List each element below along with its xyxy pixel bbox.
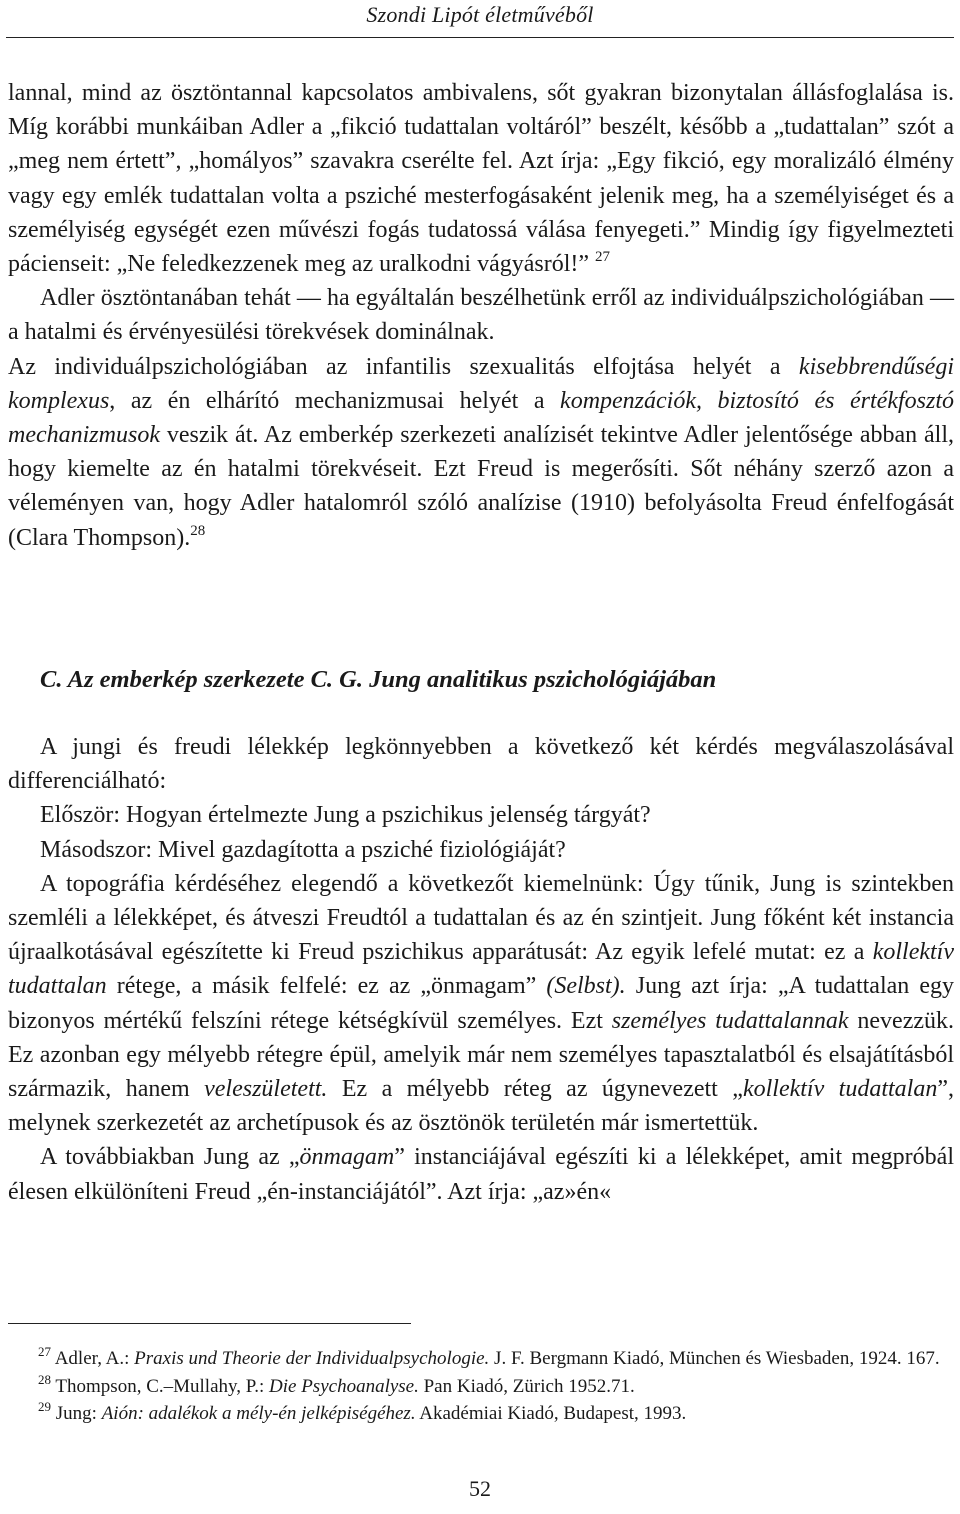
footnote-title: Die Psychoanalyse. bbox=[269, 1375, 419, 1397]
paragraph-3-text-a: Az individuálpszichológiában az infantilis szexualitás elfojtása helyét a bbox=[8, 353, 799, 380]
paragraph-7-text-a: A topográfia kérdéséhez elegendő a következőt kiemelnünk: Úgy tűnik, Jung is szintekben szemléli a lélekképet, és átveszi Freudtól a tudattalan és az én szintjeit. Jung főként két instancia újraalkotásával egészítette ki Freud pszichikus apparátusát: Az egyik lefelé mutat: ez a bbox=[8, 870, 954, 966]
paragraph-7-emphasis-e: kollektív tudattalan bbox=[742, 1076, 938, 1103]
footnote-28 bbox=[8, 1373, 954, 1401]
paragraph-8-text-a: A továbbiakban Jung az „ bbox=[40, 1144, 300, 1171]
paragraph-5 bbox=[8, 798, 954, 832]
paragraph-8-emphasis-a: önmagam bbox=[299, 1144, 395, 1171]
header-rule bbox=[6, 37, 954, 38]
running-header: Szondi Lipót életművéből bbox=[366, 2, 594, 27]
page-number: 52 bbox=[469, 1476, 491, 1501]
paragraph-3-text-c: veszik át. Az emberkép szerkezeti analízisét tekintve Adler jelentősége abban áll, hogy kiemelte az én hatalmi törekvéseit. Ezt Freud is megerősíti. Sőt néhány szerző azon a véleményen van, hogy Adler hatalomról szóló analízise (1910) befolyásolta Freud énfelfogását (Clara Thompson). bbox=[8, 422, 954, 551]
footnote-ref-27[interactable]: 27 bbox=[595, 249, 611, 266]
paragraph-7-text-f: ”, melynek szerkezetét az archetípusok és az ösztönök területén már ismertettük. bbox=[8, 1076, 954, 1137]
footnotes bbox=[8, 1345, 954, 1428]
paragraph-7-text-d: nevezzük. Ez azonban egy mélyebb rétegre épül, amelyik már nem személyes tapasztalatból és elsajátításból származik, hanem bbox=[8, 1007, 955, 1103]
body-text-top bbox=[8, 76, 954, 555]
paragraph-3 bbox=[8, 350, 954, 555]
footnote-ref-28[interactable]: 28 bbox=[190, 522, 206, 539]
footnote-title: Praxis und Theorie der Individualpsychologie. bbox=[134, 1348, 490, 1369]
paragraph-7-emphasis-c: személyes tudattalannak bbox=[611, 1007, 849, 1034]
footnote-publisher: Akadémiai Kiadó, Budapest, 1993. bbox=[415, 1403, 687, 1424]
paragraph-7 bbox=[8, 867, 954, 1141]
footnote-publisher: Pan Kiadó, Zürich 1952.71. bbox=[418, 1375, 635, 1397]
paragraph-8-text-b: ” instanciájával egészíti ki a lélekképet, amit megpróbál élesen elkülöníteni Freud „én-instanciájától”. Azt írja: „az»én« bbox=[8, 1144, 954, 1205]
paragraph-7-text-b: rétege, a másik felfelé: ez az „önmagam” bbox=[106, 973, 547, 1000]
paragraph-5-text: Először: Hogyan értelmezte Jung a pszichikus jelenség tárgyát? bbox=[40, 802, 651, 829]
paragraph-6-text: Másodszor: Mivel gazdagította a psziché fiziológiáját? bbox=[40, 836, 566, 863]
footnote-number: 29 bbox=[38, 1399, 51, 1414]
paragraph-1-text: lannal, mind az ösztöntannal kapcsolatos ambivalens, sőt gyakran bizonytalan állásfoglalása is. Míg korábbi munkáiban Adler a „fikció tudattalan voltáról” beszélt, később a „tudattalan” szót a „meg nem értett”, „homályos” szavakra cserélte fel. Azt írja: „Egy fikció, egy moralizáló élmény vagy egy emlék tudattalan volta a psziché mesterfogásaként jelenik meg, ha a személyiséget és a személyiség egységét ezen művészi fogás tudatossá válása fenyegeti.” Mindig így figyelmezteti pácienseit: „Ne feledkezzenek meg az uralkodni vágyásról!” bbox=[8, 80, 954, 278]
paragraph-7-text-e: Ez a mélyebb réteg az úgynevezett „ bbox=[327, 1076, 743, 1103]
paragraph-7-emphasis-b: (Selbst). bbox=[546, 973, 626, 1000]
footnote-author: Jung: bbox=[55, 1403, 102, 1424]
footnote-title: Aión: adalékok a mély-én jelképiségéhez. bbox=[101, 1403, 416, 1424]
footnote-publisher: J. F. Bergmann Kiadó, München és Wiesbaden, 1924. 167. bbox=[489, 1348, 940, 1369]
footnote-rule bbox=[8, 1323, 411, 1324]
footnote-author: Thompson, C.–Mullahy, P.: bbox=[55, 1375, 270, 1397]
paragraph-7-text-c: Jung azt írja: „A tudattalan egy bizonyos mértékű felszíni rétege kétségkívül személyes. Ezt bbox=[8, 973, 954, 1034]
paragraph-3-emphasis-a: kisebbrendűségi komplexus bbox=[8, 353, 954, 414]
paragraph-4 bbox=[8, 730, 954, 798]
footnote-29 bbox=[8, 1400, 954, 1428]
footnote-number: 28 bbox=[38, 1371, 51, 1387]
section-heading: C. Az emberkép szerkezete C. G. Jung analitikus pszichológiájában bbox=[40, 666, 717, 693]
paragraph-8 bbox=[8, 1140, 954, 1208]
paragraph-1 bbox=[8, 76, 954, 281]
paragraph-4-text: A jungi és freudi lélekkép legkönnyebben a következő két kérdés megválaszolásával differenciálható: bbox=[8, 734, 954, 795]
footnote-27 bbox=[8, 1345, 954, 1373]
paragraph-3-emphasis-b: kompenzációk, biztosító és értékfosztó mechanizmusok bbox=[8, 387, 954, 449]
footnote-author: Adler, A.: bbox=[54, 1348, 135, 1369]
footnote-number: 27 bbox=[38, 1344, 51, 1359]
paragraph-6 bbox=[8, 833, 954, 867]
paragraph-7-emphasis-a: kollektív tudattalan bbox=[8, 939, 954, 1000]
paragraph-2 bbox=[8, 281, 954, 349]
paragraph-2-text: Adler ösztöntanában tehát — ha egyáltalán beszélhetünk erről az individuálpszichológiában — a hatalmi és érvényesülési törekvések dominálnak. bbox=[8, 285, 954, 346]
paragraph-7-emphasis-d: veleszületett. bbox=[204, 1076, 328, 1103]
paragraph-3-text-b: , az én elhárító mechanizmusai helyét a bbox=[109, 387, 561, 414]
body-text-bottom bbox=[8, 730, 954, 1209]
